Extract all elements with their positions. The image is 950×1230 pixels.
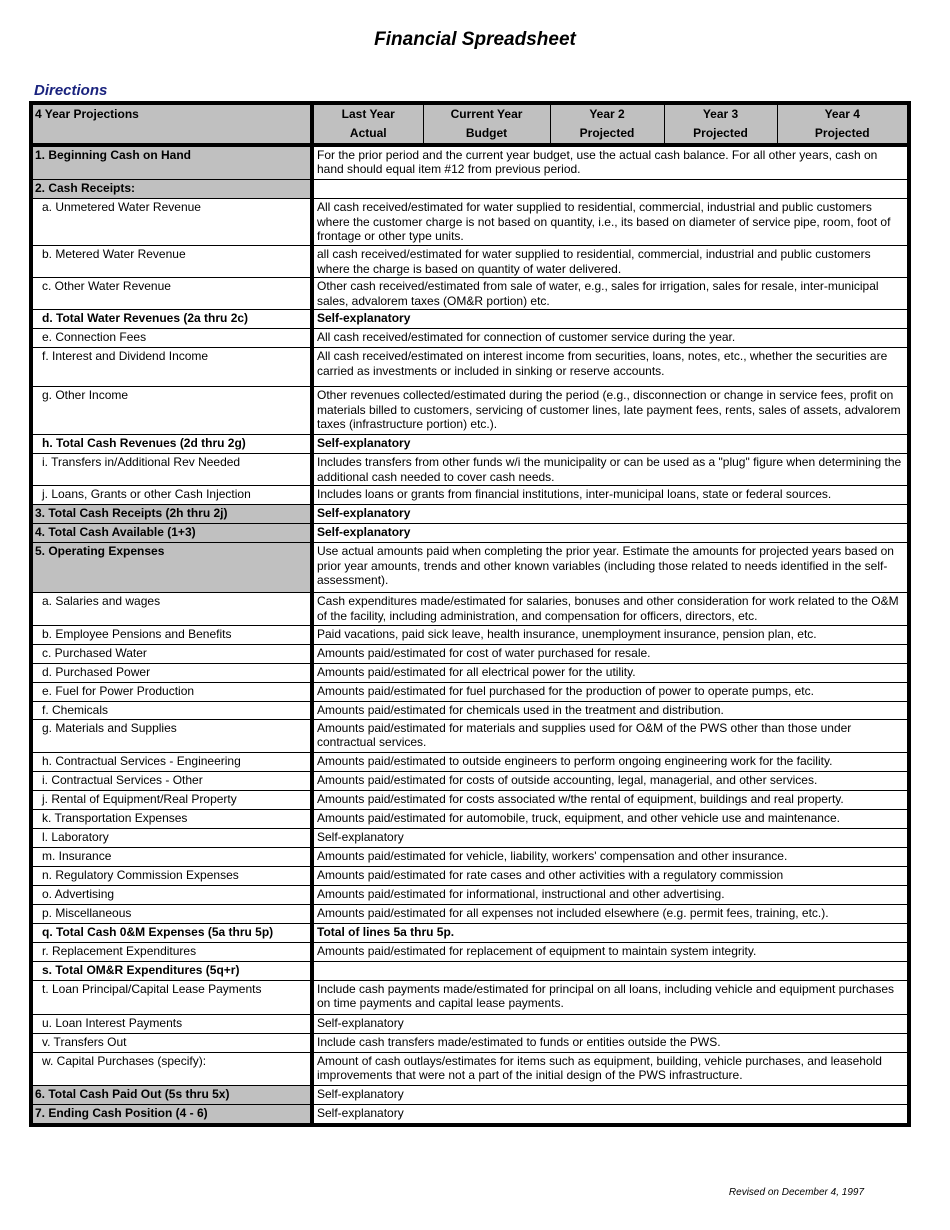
row-description: Include cash transfers made/estimated to funds or entities outside the PWS. <box>312 1033 909 1052</box>
row-label: j. Rental of Equipment/Real Property <box>31 790 312 809</box>
table-row <box>31 664 909 683</box>
row-description: Amounts paid/estimated for chemicals used in the treatment and distribution. <box>312 702 909 720</box>
row-description: Amounts paid/estimated for costs of outside accounting, legal, managerial, and other services. <box>312 771 909 790</box>
table-row <box>31 1104 909 1125</box>
table-row <box>31 505 909 524</box>
row-label: q. Total Cash 0&M Expenses (5a thru 5p) <box>31 923 312 942</box>
row-label: 2. Cash Receipts: <box>31 180 312 199</box>
row-label: d. Total Water Revenues (2a thru 2c) <box>31 310 312 329</box>
table-row <box>31 828 909 847</box>
row-label: 1. Beginning Cash on Hand <box>31 145 312 180</box>
row-description: Self-explanatory <box>312 828 909 847</box>
row-label: d. Purchased Power <box>31 664 312 683</box>
table-row <box>31 942 909 961</box>
table-row <box>31 790 909 809</box>
row-description: Amounts paid/estimated for all expenses not included elsewhere (e.g. permit fees, training, etc.). <box>312 904 909 923</box>
projections-sheet <box>29 101 907 1127</box>
row-label: 5. Operating Expenses <box>31 543 312 593</box>
row-label: k. Transportation Expenses <box>31 809 312 828</box>
row-label: e. Connection Fees <box>31 329 312 348</box>
row-description: Self-explanatory <box>312 505 909 524</box>
table-row <box>31 904 909 923</box>
row-description: Amounts paid/estimated for all electrical power for the utility. <box>312 664 909 683</box>
row-description: For the prior period and the current year budget, use the actual cash balance. For all other years, cash on hand should equal item #12 from previous period. <box>312 145 909 180</box>
row-label: o. Advertising <box>31 885 312 904</box>
col-header-current-year: Current Year Budget <box>423 103 550 145</box>
row-description: Self-explanatory <box>312 1014 909 1033</box>
row-label: b. Employee Pensions and Benefits <box>31 626 312 645</box>
row-label: r. Replacement Expenditures <box>31 942 312 961</box>
row-description: all cash received/estimated for water supplied to residential, commercial, industrial and public customers where the charge is based on quantity of water delivered. <box>312 246 909 278</box>
table-row <box>31 524 909 543</box>
row-label: g. Other Income <box>31 387 312 435</box>
col-header-year-4: Year 4 Projected <box>777 103 909 145</box>
row-description: Self-explanatory <box>312 1104 909 1125</box>
row-label: f. Interest and Dividend Income <box>31 348 312 387</box>
header-row <box>31 103 909 145</box>
table-row <box>31 486 909 505</box>
row-label: l. Laboratory <box>31 828 312 847</box>
table-row <box>31 752 909 771</box>
row-label: e. Fuel for Power Production <box>31 683 312 702</box>
table-row <box>31 180 909 199</box>
row-description: Other cash received/estimated from sale of water, e.g., sales for irrigation, sales for resale, inter-municipal sales, advalorem taxes (OM&R portion) etc. <box>312 278 909 310</box>
table-row <box>31 961 909 980</box>
row-label: c. Purchased Water <box>31 645 312 664</box>
row-label: t. Loan Principal/Capital Lease Payments <box>31 980 312 1014</box>
row-label: 7. Ending Cash Position (4 - 6) <box>31 1104 312 1125</box>
col-header-year-2: Year 2 Projected <box>550 103 664 145</box>
table-row <box>31 771 909 790</box>
row-label: f. Chemicals <box>31 702 312 720</box>
row-description: Includes loans or grants from financial institutions, inter-municipal loans, state or federal sources. <box>312 486 909 505</box>
table-row <box>31 310 909 329</box>
row-description: Self-explanatory <box>312 310 909 329</box>
row-description: Amounts paid/estimated for informational, instructional and other advertising. <box>312 885 909 904</box>
table-row <box>31 683 909 702</box>
row-label: h. Contractual Services - Engineering <box>31 752 312 771</box>
table-row <box>31 246 909 278</box>
row-description: Self-explanatory <box>312 1085 909 1104</box>
header-label: 4 Year Projections <box>31 103 312 145</box>
table-row <box>31 1052 909 1085</box>
row-description: Includes transfers from other funds w/i the municipality or can be used as a "plug" figure when determining the additional cash needed to cover cash needs. <box>312 454 909 486</box>
table-row <box>31 199 909 246</box>
table-row <box>31 387 909 435</box>
row-label: b. Metered Water Revenue <box>31 246 312 278</box>
row-label: a. Salaries and wages <box>31 593 312 626</box>
table-row <box>31 543 909 593</box>
page-title: Financial Spreadsheet <box>374 29 576 50</box>
row-description: Amounts paid/estimated for rate cases and other activities with a regulatory commission <box>312 866 909 885</box>
table-row <box>31 278 909 310</box>
row-description: Amounts paid/estimated for vehicle, liability, workers' compensation and other insurance. <box>312 847 909 866</box>
row-description: Amounts paid/estimated for costs associated w/the rental of equipment, buildings and real property. <box>312 790 909 809</box>
table-row <box>31 980 909 1014</box>
row-description: All cash received/estimated on interest income from securities, loans, notes, etc., whether the securities are carried as investments or included in sinking or reserve accounts. <box>312 348 909 387</box>
row-label: a. Unmetered Water Revenue <box>31 199 312 246</box>
row-description: Amounts paid/estimated for cost of water purchased for resale. <box>312 645 909 664</box>
table-row <box>31 593 909 626</box>
row-label: i. Transfers in/Additional Rev Needed <box>31 454 312 486</box>
row-description: Include cash payments made/estimated for principal on all loans, including vehicle and equipment purchases on time payments and capital lease payments. <box>312 980 909 1014</box>
row-description: Self-explanatory <box>312 435 909 454</box>
row-description: Total of lines 5a thru 5p. <box>312 923 909 942</box>
row-label: i. Contractual Services - Other <box>31 771 312 790</box>
row-description: All cash received/estimated for water supplied to residential, commercial, industrial and public customers where the customer charge is not based on quantity, i.e., its based on diameter of service pipe, room, foot of frontage or other type units. <box>312 199 909 246</box>
col-header-last-year: Last Year Actual <box>312 103 423 145</box>
table-row <box>31 348 909 387</box>
row-label: 4. Total Cash Available (1+3) <box>31 524 312 543</box>
row-description: Amounts paid/estimated to outside engineers to perform ongoing engineering work for the facility. <box>312 752 909 771</box>
row-label: n. Regulatory Commission Expenses <box>31 866 312 885</box>
table-row <box>31 645 909 664</box>
table-row <box>31 847 909 866</box>
col-header-year-3: Year 3 Projected <box>664 103 777 145</box>
row-label: j. Loans, Grants or other Cash Injection <box>31 486 312 505</box>
table-row <box>31 1014 909 1033</box>
row-label: w. Capital Purchases (specify): <box>31 1052 312 1085</box>
row-description <box>312 961 909 980</box>
row-description: Amount of cash outlays/estimates for items such as equipment, building, vehicle purchases, and leasehold improvements that were not a part of the initial design of the PWS infrastructure. <box>312 1052 909 1085</box>
table-row <box>31 145 909 180</box>
table-row <box>31 435 909 454</box>
row-description: Amounts paid/estimated for materials and supplies used for O&M of the PWS other than those under contractual services. <box>312 719 909 752</box>
row-description: Use actual amounts paid when completing the prior year. Estimate the amounts for projected years based on prior year amounts, trends and other known variables (including those related to needs identified in the self-assessment). <box>312 543 909 593</box>
row-label: p. Miscellaneous <box>31 904 312 923</box>
row-label: v. Transfers Out <box>31 1033 312 1052</box>
row-label: 6. Total Cash Paid Out (5s thru 5x) <box>31 1085 312 1104</box>
table-row <box>31 885 909 904</box>
table-row <box>31 866 909 885</box>
directions-heading: Directions <box>34 82 108 99</box>
projections-table <box>29 101 911 1127</box>
table-row <box>31 454 909 486</box>
row-label: 3. Total Cash Receipts (2h thru 2j) <box>31 505 312 524</box>
row-description: Other revenues collected/estimated during the period (e.g., disconnection or change in service fees, profit on materials billed to customers, servicing of customer lines, late payment fees, rents, sales of assets, advalorem taxes (infrastructure portion) etc.). <box>312 387 909 435</box>
row-label: h. Total Cash Revenues (2d thru 2g) <box>31 435 312 454</box>
table-row <box>31 719 909 752</box>
row-description: Cash expenditures made/estimated for salaries, bonuses and other consideration for work related to the O&M of the facility, including administration, and compensation for officers, directors, etc. <box>312 593 909 626</box>
row-label: u. Loan Interest Payments <box>31 1014 312 1033</box>
row-description: Amounts paid/estimated for replacement of equipment to maintain system integrity. <box>312 942 909 961</box>
row-label: g. Materials and Supplies <box>31 719 312 752</box>
table-row <box>31 1033 909 1052</box>
row-description: All cash received/estimated for connection of customer service during the year. <box>312 329 909 348</box>
revision-note: Revised on December 4, 1997 <box>728 1187 864 1198</box>
row-description: Amounts paid/estimated for automobile, truck, equipment, and other vehicle use and maintenance. <box>312 809 909 828</box>
row-description: Amounts paid/estimated for fuel purchased for the production of power to operate pumps, etc. <box>312 683 909 702</box>
row-label: s. Total OM&R Expenditures (5q+r) <box>31 961 312 980</box>
row-description: Self-explanatory <box>312 524 909 543</box>
table-row <box>31 1085 909 1104</box>
row-label: c. Other Water Revenue <box>31 278 312 310</box>
table-row <box>31 923 909 942</box>
table-row <box>31 626 909 645</box>
table-row <box>31 702 909 720</box>
row-description <box>312 180 909 199</box>
row-label: m. Insurance <box>31 847 312 866</box>
table-row <box>31 329 909 348</box>
table-row <box>31 809 909 828</box>
row-description: Paid vacations, paid sick leave, health insurance, unemployment insurance, pension plan, etc. <box>312 626 909 645</box>
